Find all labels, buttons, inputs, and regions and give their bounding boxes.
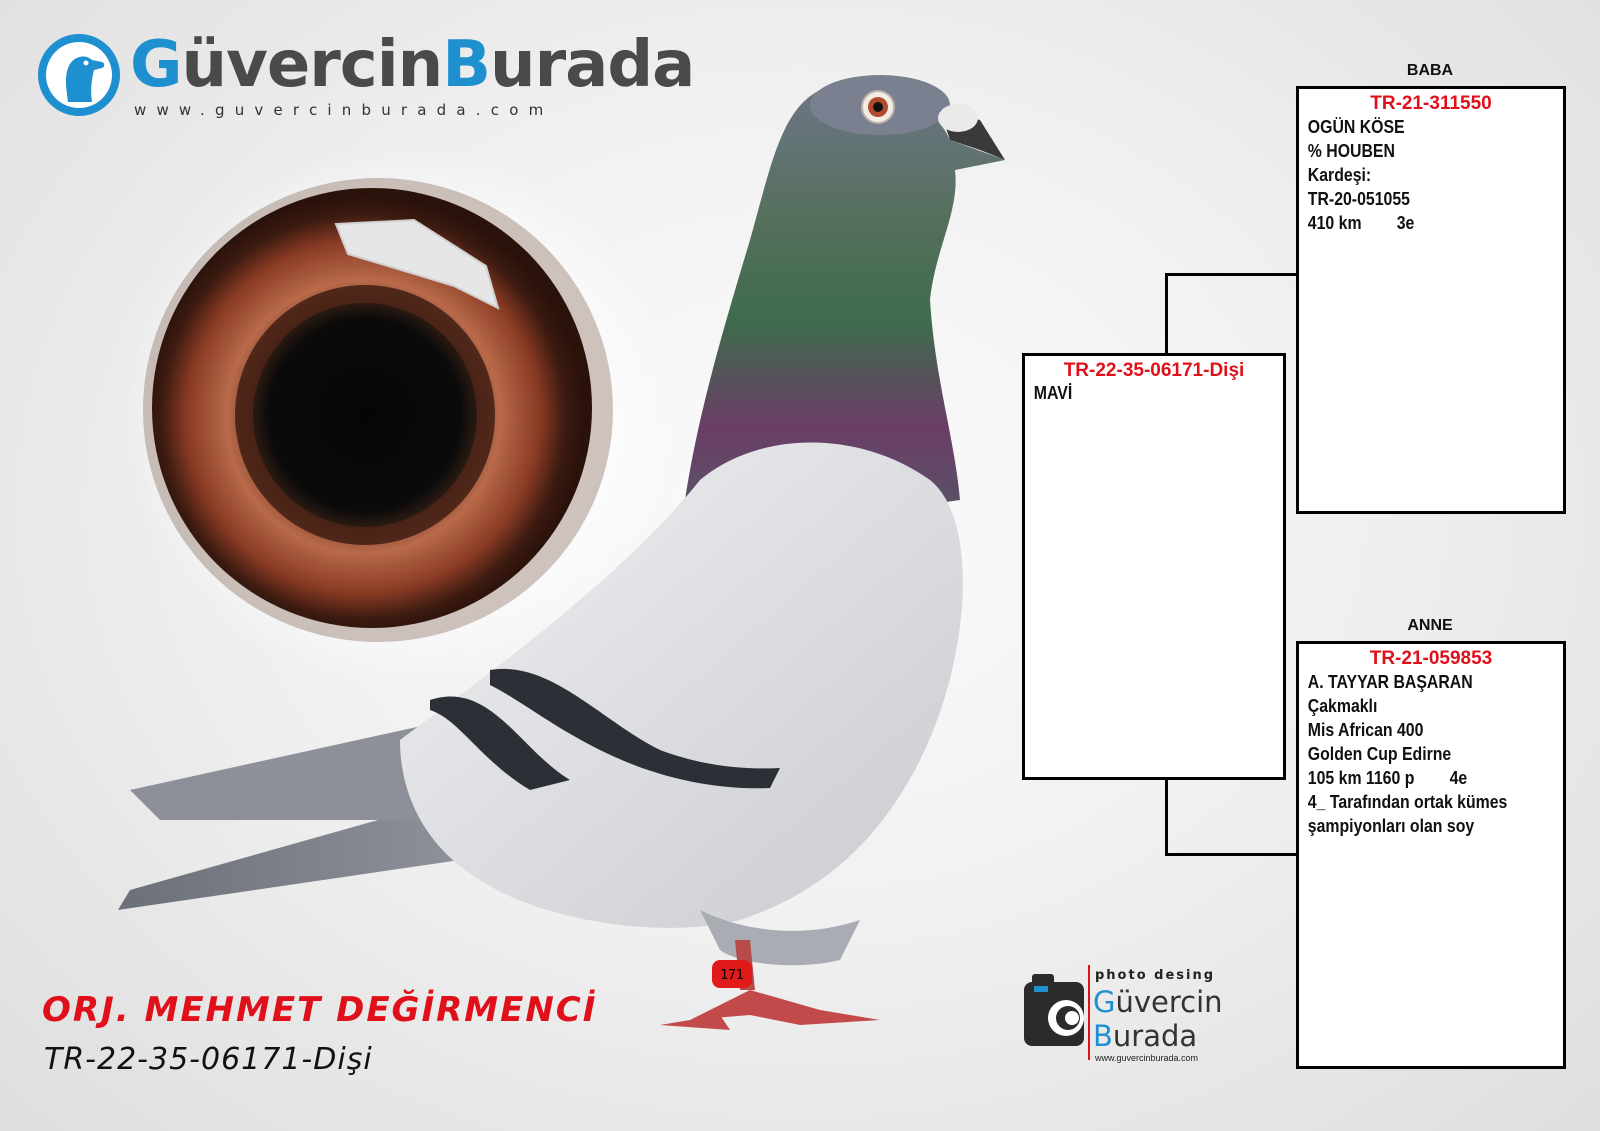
pedigree-main-box: [1022, 353, 1286, 780]
mother-line: A. TAYYAR BAŞARAN: [1307, 672, 1473, 692]
mother-ring: TR-21-059853: [1369, 648, 1493, 669]
camera-logo-icon: [1024, 972, 1086, 1050]
main-color: MAVİ: [1033, 383, 1073, 403]
mother-line: Çakmaklı: [1307, 696, 1378, 716]
connector-mother: [1165, 780, 1296, 856]
brand-url: www.guvercinburada.com: [134, 101, 554, 119]
photo-logo-caption: photo desing: [1095, 968, 1216, 983]
mother-line: 105 km 1160 p 4e: [1307, 768, 1468, 788]
owner-name: ORJ. MEHMET DEĞİRMENCİ: [42, 990, 598, 1030]
mother-line: 4_ Tarafından ortak kümes: [1307, 792, 1508, 812]
pigeon-ring-number: TR-22-35-06171-Dişi: [44, 1042, 373, 1077]
photo-logo-divider: [1088, 965, 1090, 1060]
pedigree-mother-box: [1296, 641, 1566, 1069]
mother-line: Mis African 400: [1307, 720, 1424, 740]
father-line: Kardeşi:: [1307, 165, 1372, 185]
pigeon-photo: [100, 60, 1020, 1050]
mother-line: şampiyonları olan soy: [1307, 816, 1475, 836]
father-ring: TR-21-311550: [1370, 93, 1492, 114]
photo-logo-name: Güvercin Burada: [1093, 985, 1223, 1053]
father-line: 410 km 3e: [1307, 213, 1415, 233]
father-line: OGÜN KÖSE: [1307, 117, 1405, 137]
father-label: BABA: [1406, 62, 1454, 79]
main-ring: TR-22-35-06171-Dişi: [1063, 360, 1245, 381]
father-line: TR-20-051055: [1307, 189, 1410, 209]
brand-name: GüvercinBurada: [130, 28, 695, 102]
leg-ring-text: 171: [720, 968, 744, 983]
mother-label: ANNE: [1407, 617, 1453, 634]
photo-logo-url: www.guvercinburada.com: [1095, 1053, 1199, 1063]
connector-father: [1165, 273, 1296, 353]
father-line: % HOUBEN: [1307, 141, 1395, 161]
mother-line: Golden Cup Edirne: [1307, 744, 1452, 764]
pedigree-father-box: [1296, 86, 1566, 514]
